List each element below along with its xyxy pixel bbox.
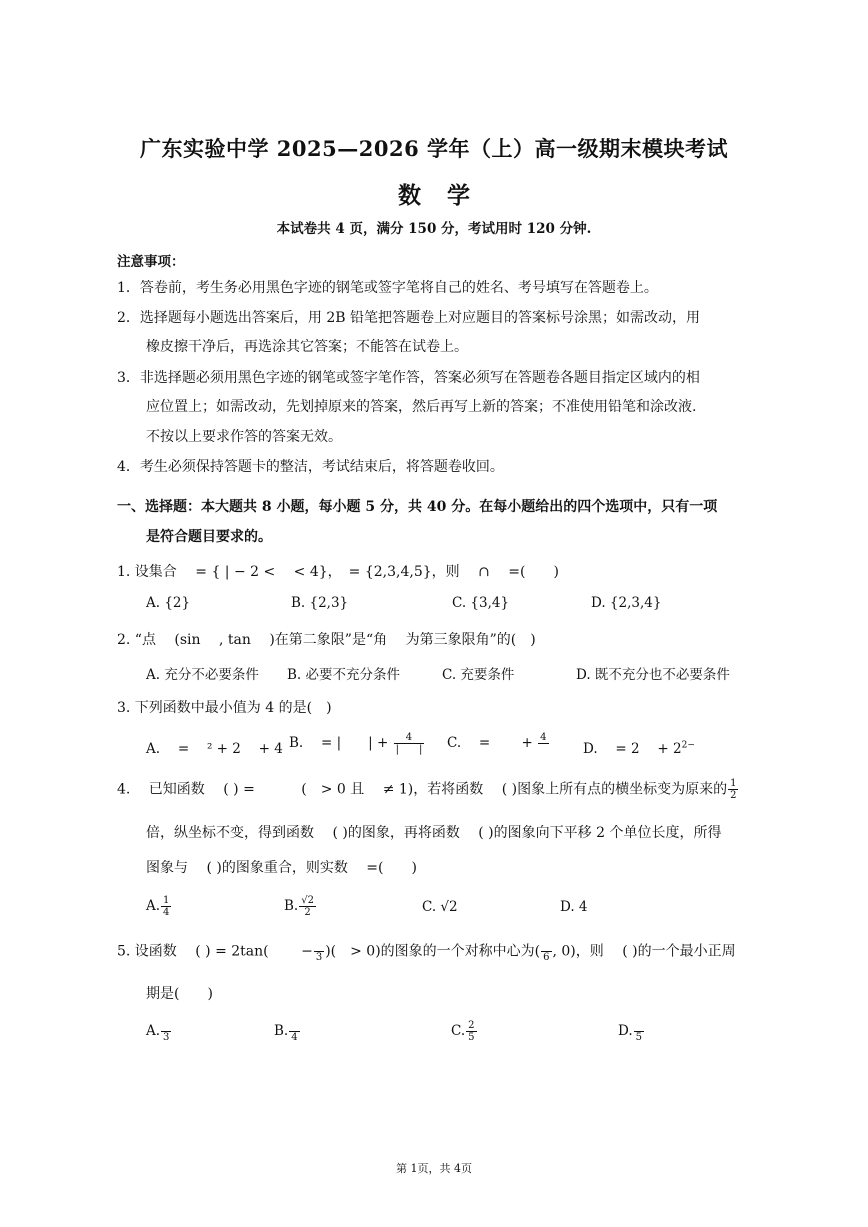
question-4-stem: 倍，纵坐标不变，得到函数 ( )的图象，再将函数 ( )的图象向下平移 2 个单位长度，所得 xyxy=(146,825,722,841)
q4-option-c: C. √2 xyxy=(422,899,458,915)
q5-option-c xyxy=(451,1020,478,1043)
q4-option-d: D. 4 xyxy=(560,899,588,915)
q2-option-c: C. 充要条件 xyxy=(442,667,515,683)
q3-option-d xyxy=(583,737,695,757)
q1-option-c: C. {3,4} xyxy=(452,595,510,611)
q5-d-num xyxy=(634,1020,644,1032)
note-item: 2．选择题每小题选出答案后，用 2B 铅笔把答题卷上对应题目的答案标号涂黑；如需改动，用 xyxy=(117,310,701,326)
q4-b-num: √2 xyxy=(301,895,314,906)
q3-option-c xyxy=(447,731,550,755)
q5-a-num xyxy=(161,1020,171,1032)
note-item: 应位置上；如需改动，先划掉原来的答案，然后再写上新的答案；不准使用铅笔和涂改液. xyxy=(146,399,697,415)
q1-option-a: A. {2} xyxy=(146,595,191,611)
note-item: 4．考生必须保持答题卡的整洁，考试结束后，将答题卷收回。 xyxy=(117,459,504,475)
note-item: 1．答卷前，考生务必用黑色字迹的钢笔或签字笔将自己的姓名、考号填写在答题卷上。 xyxy=(117,280,658,296)
q4-b-label: B. xyxy=(284,898,299,914)
q4-a-fraction xyxy=(161,895,171,918)
q4-option-a xyxy=(146,895,172,918)
q5-d-fraction xyxy=(634,1020,644,1043)
q5-frac2-den: 6 xyxy=(543,952,550,963)
q4-half-den: 2 xyxy=(730,790,737,801)
q5-d-den: 5 xyxy=(635,1032,643,1043)
q1-option-d: D. {2,3,4} xyxy=(591,595,662,611)
page-footer: 第 1页，共 4页 xyxy=(396,1162,472,1175)
q3-option-b xyxy=(289,731,425,755)
q3-b-num: 4 xyxy=(394,732,425,744)
q2-option-a: A. 充分不必要条件 xyxy=(146,667,259,683)
exam-title: 广东实验中学 2025—2026 学年（上）高一级期末模块考试 xyxy=(139,136,728,161)
q5-b-den: 4 xyxy=(291,1032,298,1043)
q5-frac1-den: 3 xyxy=(315,952,323,963)
q5-fraction-2 xyxy=(541,940,551,963)
q3-c-fraction xyxy=(538,732,548,755)
q5-option-a xyxy=(146,1020,172,1043)
q4-a-num: 1 xyxy=(163,895,170,906)
note-item: 不按以上要求作答的答案无效。 xyxy=(146,429,342,445)
q5-a-label: A. xyxy=(146,1023,161,1039)
question-4-stem xyxy=(117,778,739,801)
q3-c-den xyxy=(538,744,548,755)
section-heading: 一、选择题：本大题共 8 小题，每小题 5 分，共 40 分。在每小题给出的四个选项中，只有一项 xyxy=(117,499,718,515)
q5-option-b xyxy=(274,1020,301,1043)
q4-option-b xyxy=(284,895,317,918)
question-5-stem: 期是( ) xyxy=(146,986,213,1002)
q5-b-label: B. xyxy=(274,1023,289,1039)
notes-heading: 注意事项： xyxy=(117,254,185,270)
q5-c-den: 5 xyxy=(468,1032,475,1043)
q5-b-num xyxy=(289,1020,299,1032)
question-3-stem: 3. 下列函数中最小值为 4 的是( ) xyxy=(117,700,332,716)
q5-frac2-num xyxy=(541,940,551,952)
section-heading: 是符合题目要求的。 xyxy=(146,529,272,545)
q3-b-fraction xyxy=(394,732,425,755)
q3-c-prefix: C. = + xyxy=(447,735,538,751)
q1-option-b: B. {2,3} xyxy=(291,595,349,611)
q3-option-a xyxy=(146,737,283,757)
note-item: 3．非选择题必须用黑色字迹的钢笔或签字笔作答，答案必须写在答题卷各题目指定区域内的相 xyxy=(117,370,700,386)
q5-a-den: 3 xyxy=(163,1032,170,1043)
q5-stem-part3: , 0)，则 ( )的一个最小正周 xyxy=(552,943,736,960)
q5-stem-part2: )( > 0)的图象的一个对称中心为( xyxy=(325,943,541,960)
q3-a-prefix: A. = xyxy=(146,741,207,757)
q5-fraction-1 xyxy=(314,940,324,963)
q4-a-label: A. xyxy=(146,898,161,914)
q3-a-rest: ² + 2 + 4 xyxy=(206,741,283,757)
q3-b-prefix: B. = | | + xyxy=(289,735,393,751)
q4-half-fraction xyxy=(728,778,738,801)
exam-info: 本试卷共 4 页，满分 150 分，考试用时 120 分钟. xyxy=(276,221,592,237)
q4-a-den: 4 xyxy=(163,907,170,918)
question-4-stem: 图象与 ( )的图象重合，则实数 =( ) xyxy=(146,860,417,876)
question-2-stem: 2. “点 (sin , tan )在第二象限”是“角 为第三象限角”的( ) xyxy=(117,632,536,648)
q4-stem-line1: 4. 已知函数 ( ) = ( > 0 且 ≠ 1)，若将函数 ( )图象上所有点的横坐标变为原来的 xyxy=(117,781,728,798)
q5-stem-part1: 5. 设函数 ( ) = 2tan( − xyxy=(117,943,313,960)
question-5-stem xyxy=(117,940,736,963)
q5-b-fraction xyxy=(289,1020,299,1043)
q5-a-fraction xyxy=(161,1020,171,1043)
q4-b-fraction xyxy=(299,895,316,918)
q3-d-prefix: D. = 2 + 2 xyxy=(583,741,682,757)
q2-option-b: B. 必要不充分条件 xyxy=(287,667,401,683)
note-item: 橡皮擦干净后，再选涂其它答案；不能答在试卷上。 xyxy=(146,339,468,355)
q3-b-den: | | xyxy=(395,744,423,755)
q5-c-num: 2 xyxy=(468,1020,475,1031)
q2-option-d: D. 既不充分也不必要条件 xyxy=(576,667,730,683)
q4-half-num: 1 xyxy=(730,778,737,789)
q3-c-num: 4 xyxy=(540,732,547,743)
q5-frac1-num xyxy=(314,940,324,952)
q5-c-fraction xyxy=(466,1020,476,1043)
q4-b-den: 2 xyxy=(304,907,311,918)
q5-d-label: D. xyxy=(618,1023,633,1039)
q5-option-d xyxy=(618,1020,645,1043)
exam-subject: 数学 xyxy=(398,182,496,209)
q3-d-exponent: 2− xyxy=(681,740,695,751)
q5-c-label: C. xyxy=(451,1023,466,1039)
question-1-stem: 1. 设集合 = { | − 2 < < 4}， = {2,3,4,5}，则 ∩ =( ) xyxy=(117,564,559,580)
